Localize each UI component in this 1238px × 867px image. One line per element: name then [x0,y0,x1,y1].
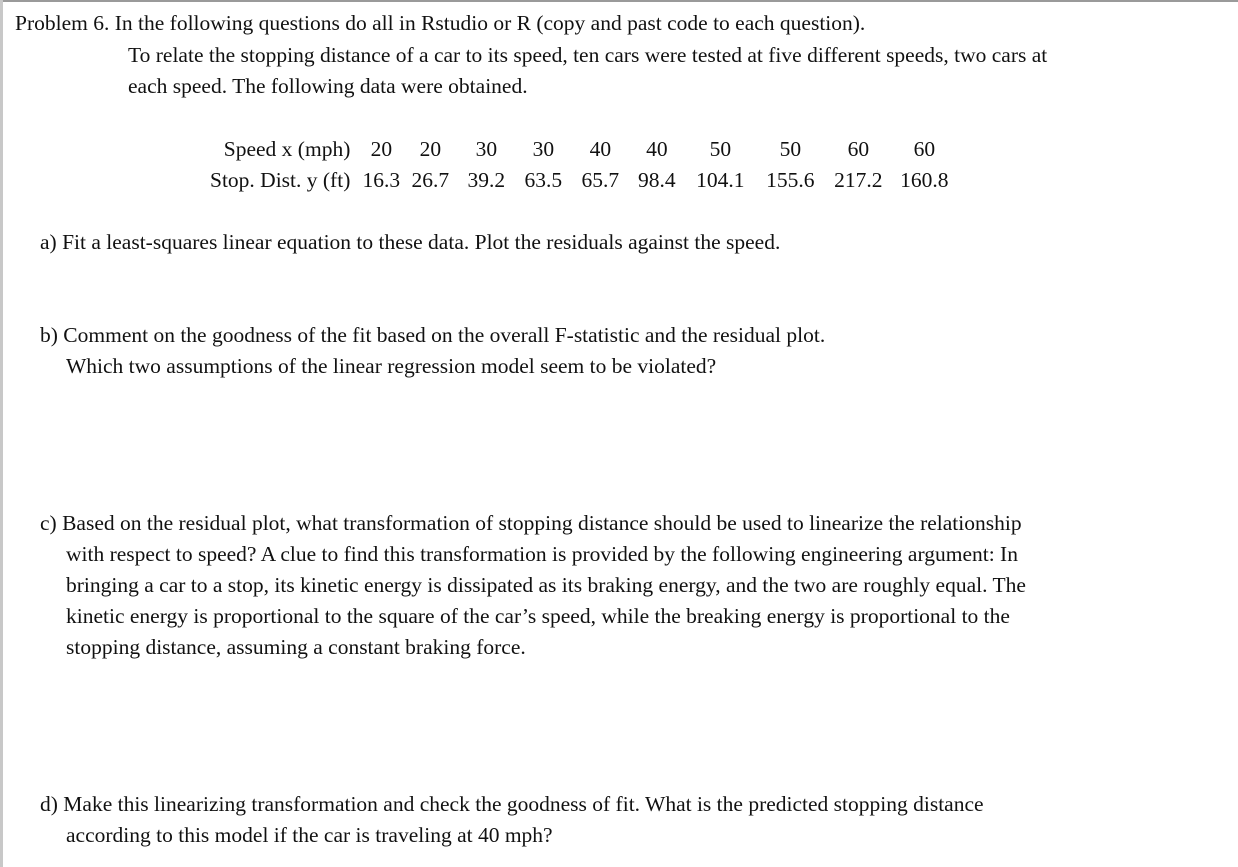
table-cell: 217.2 [834,168,883,192]
question-d-line-2: according to this model if the car is traveling at 40 mph? [66,823,553,847]
distance-row-label: Stop. Dist. y (ft) [210,168,351,192]
question-c-line-4: kinetic energy is proportional to the square of the car’s speed, while the breaking energy is proportional to the [66,604,1010,628]
question-c-line-1: c) Based on the residual plot, what transformation of stopping distance should be used to linearize the relationship [40,511,1022,535]
table-cell: 30 [475,137,498,161]
table-cell: 60 [847,137,870,161]
table-cell: 60 [913,137,936,161]
table-cell: 104.1 [696,168,745,192]
table-cell: 20 [370,137,393,161]
table-cell: 98.4 [638,168,676,192]
question-c-line-3: bringing a car to a stop, its kinetic energy is dissipated as its braking energy, and the two are roughly equal. The [66,573,1026,597]
table-cell: 40 [589,137,612,161]
table-cell: 40 [646,137,668,161]
table-cell: 39.2 [467,168,506,192]
table-cell: 26.7 [411,168,450,192]
table-cell: 63.5 [524,168,563,192]
question-a: a) Fit a least-squares linear equation to these data. Plot the residuals against the speed. [40,230,781,254]
question-d-line-1: d) Make this linearizing transformation and check the goodness of fit. What is the predicted stopping distance [40,792,984,816]
data-table [210,134,957,196]
question-b-line-1: b) Comment on the goodness of the fit based on the overall F-statistic and the residual plot. [40,323,826,347]
table-cell: 50 [709,137,732,161]
table-cell: 30 [532,137,555,161]
table-cell: 16.3 [362,168,401,192]
intro-line-1: To relate the stopping distance of a car to its speed, ten cars were tested at five different speeds, two cars at [128,43,1048,67]
distance-row [210,165,957,196]
table-cell: 155.6 [766,168,815,192]
question-c-line-5: stopping distance, assuming a constant braking force. [66,635,526,659]
left-border [0,0,3,867]
table-cell: 20 [419,137,442,161]
top-border [0,0,1238,2]
question-b-line-2: Which two assumptions of the linear regression model seem to be violated? [66,354,717,378]
table-cell: 160.8 [900,168,949,192]
table-cell: 65.7 [581,168,620,192]
intro-line-2: each speed. The following data were obtained. [128,74,528,98]
table-cell: 50 [779,137,802,161]
speed-row-label: Speed x (mph) [223,137,351,161]
speed-row [210,134,957,165]
question-c-line-2: with respect to speed? A clue to find this transformation is provided by the following engineering argument: In [66,542,1018,566]
problem-title: Problem 6. In the following questions do all in Rstudio or R (copy and past code to each question). [15,11,866,35]
